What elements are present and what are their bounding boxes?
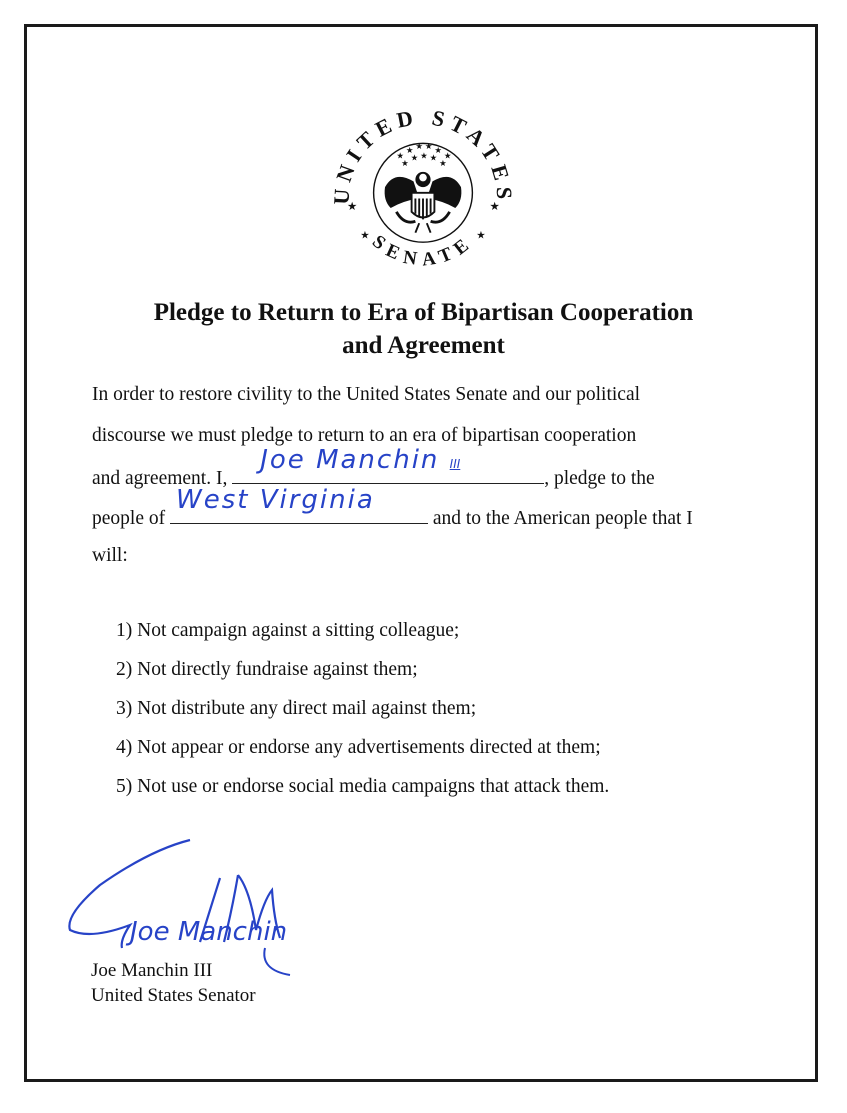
page-title xyxy=(60,296,787,362)
svg-text:★: ★ xyxy=(443,150,452,161)
signer-title: United States Senator xyxy=(91,985,256,1006)
body-line-4-after: and to the American people that I xyxy=(427,508,693,529)
svg-text:★: ★ xyxy=(405,144,414,155)
state-blank xyxy=(170,485,428,524)
body-line-3-before: and agreement. I, xyxy=(92,468,233,489)
signature-text: Joe Manchin xyxy=(130,917,288,947)
pledge-item-5: 5) Not use or endorse social media campaigns that attack them. xyxy=(116,776,610,797)
handwritten-name-suffix: III xyxy=(449,457,461,471)
svg-text:SENATE: SENATE xyxy=(368,231,478,271)
pledge-item-2: 2) Not directly fundraise against them; xyxy=(116,659,418,680)
svg-text:★: ★ xyxy=(434,144,443,155)
svg-text:★: ★ xyxy=(410,152,419,163)
title-line-1: Pledge to Return to Era of Bipartisan Cooperation xyxy=(153,299,694,326)
handwritten-name: Joe Manchin III xyxy=(260,445,461,475)
svg-text:★: ★ xyxy=(396,150,405,161)
svg-text:★: ★ xyxy=(415,141,424,152)
svg-text:★: ★ xyxy=(439,158,447,169)
pledge-item-1: 1) Not campaign against a sitting colleague; xyxy=(116,620,460,641)
svg-text:★: ★ xyxy=(424,141,433,152)
title-line-2: and Agreement xyxy=(342,332,505,359)
name-blank xyxy=(232,445,544,484)
senate-seal xyxy=(328,94,518,284)
body-line-5: will: xyxy=(92,545,128,566)
svg-text:★: ★ xyxy=(347,200,358,213)
svg-text:★: ★ xyxy=(360,230,370,242)
svg-text:★: ★ xyxy=(429,152,438,163)
body-line-3-after: , pledge to the xyxy=(544,468,655,489)
svg-text:★: ★ xyxy=(401,158,409,169)
handwritten-state: West Virginia xyxy=(175,485,375,515)
body-line-4 xyxy=(92,485,772,530)
handwritten-signature xyxy=(60,830,400,980)
signer-name: Joe Manchin III xyxy=(91,960,213,981)
svg-text:UNITED STATES: UNITED STATES xyxy=(329,105,517,206)
svg-text:★: ★ xyxy=(489,200,500,213)
body-line-1: In order to restore civility to the United States Senate and our political xyxy=(92,384,641,405)
body-line-4-before: people of xyxy=(92,508,170,529)
pledge-item-3: 3) Not distribute any direct mail against them; xyxy=(116,698,477,719)
svg-text:★: ★ xyxy=(476,230,486,242)
svg-text:★: ★ xyxy=(420,150,428,161)
pledge-item-4: 4) Not appear or endorse any advertisements directed at them; xyxy=(116,737,601,758)
body-line-2: discourse we must pledge to return to an era of bipartisan cooperation xyxy=(92,425,637,446)
